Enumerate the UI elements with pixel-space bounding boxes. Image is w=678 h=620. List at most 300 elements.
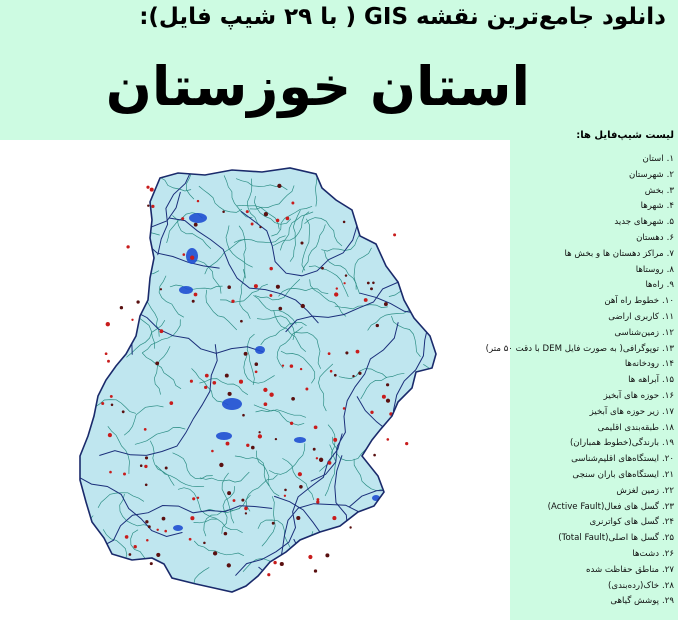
shapefile-item-number: ۲۹. (662, 596, 674, 607)
shapefile-item-number: ۱۸. (662, 422, 674, 433)
shapefile-item-label: رودخانه‌ها (624, 359, 660, 370)
shapefile-list-item (512, 547, 674, 563)
settlement-point (334, 374, 337, 377)
shapefile-item-label: کاربری اراضی (608, 311, 660, 322)
settlement-point (373, 454, 376, 457)
shapefile-list-item (512, 468, 674, 484)
settlement-point (277, 184, 281, 188)
river-line (44, 547, 87, 577)
settlement-point (164, 530, 167, 533)
river-line (349, 563, 391, 587)
settlement-point (192, 497, 195, 500)
river-line (401, 148, 430, 188)
river-line (404, 239, 420, 279)
shapefile-item-label: بارندگی(خطوط همباران) (569, 438, 660, 449)
settlement-point (251, 446, 255, 450)
settlement-point (328, 352, 331, 355)
settlement-point (183, 253, 186, 256)
shapefile-item-label: گسل های فعال(Active Fault) (547, 501, 660, 512)
water-body (189, 213, 207, 223)
shapefile-list-item (512, 579, 674, 595)
settlement-point (382, 395, 386, 399)
shapefile-item-number: ۲۷. (662, 564, 674, 575)
shapefile-list-item (512, 152, 674, 168)
shapefile-list-item (512, 215, 674, 231)
river-line (338, 566, 375, 600)
settlement-point (269, 267, 272, 270)
settlement-point (212, 381, 216, 385)
settlement-point (203, 542, 206, 545)
settlement-point (231, 300, 234, 303)
settlement-point (321, 267, 324, 270)
river-line (426, 440, 456, 481)
shapefile-list-item (512, 373, 674, 389)
settlement-point (301, 304, 305, 308)
settlement-point (358, 372, 361, 375)
settlement-point (233, 499, 236, 502)
river-line (400, 161, 420, 209)
shapefile-item-label: راه‌ها (645, 280, 664, 291)
river-line (376, 548, 427, 559)
settlement-point (110, 395, 113, 398)
river-line (404, 413, 447, 443)
settlement-point (275, 438, 277, 440)
river-line (311, 532, 350, 552)
settlement-point (269, 393, 273, 397)
settlement-point (276, 219, 280, 223)
river-line (419, 541, 448, 585)
settlement-point (150, 188, 154, 192)
shapefile-item-label: زمین لغزش (616, 485, 660, 496)
river-line (131, 250, 150, 297)
shapefile-list-item (512, 357, 674, 373)
river-line (378, 188, 425, 200)
river-line (113, 156, 125, 206)
map-panel (0, 140, 510, 620)
settlement-point (205, 374, 209, 378)
shapefile-list-item (512, 405, 674, 421)
shapefile-item-number: ۱۱. (662, 311, 674, 322)
shapefile-list-item (512, 168, 674, 184)
settlement-point (284, 489, 287, 492)
settlement-point (254, 284, 258, 288)
settlement-point (290, 422, 293, 425)
shapefile-item-label: طبقه‌بندی اقلیمی (597, 422, 660, 433)
settlement-point (291, 397, 295, 401)
settlement-point (244, 507, 248, 511)
settlement-point (272, 522, 275, 525)
shapefile-list-item (512, 421, 674, 437)
settlement-point (325, 553, 329, 557)
settlement-point (370, 287, 373, 290)
settlement-point (314, 425, 318, 429)
road-line (259, 567, 389, 620)
settlement-point (109, 471, 112, 474)
settlement-point (316, 457, 318, 459)
shapefile-list-item (512, 310, 674, 326)
settlement-point (144, 428, 147, 431)
settlement-point (111, 404, 114, 407)
settlement-point (194, 293, 198, 297)
shapefile-list-item (512, 326, 674, 342)
shapefile-item-number: ۸. (666, 264, 674, 275)
settlement-point (219, 463, 223, 467)
shapefile-list-panel (485, 130, 678, 620)
shapefile-item-label: ایستگاه‌های باران سنجی (572, 469, 660, 480)
water-body (173, 525, 183, 531)
river-line (122, 236, 142, 281)
shapefile-item-label: حوزه های آبخیز (603, 390, 660, 401)
settlement-point (278, 307, 282, 311)
settlement-point (308, 555, 312, 559)
settlement-point (386, 438, 389, 441)
shapefile-item-label: ایستگاه‌های اقلیم‌شناسی (571, 454, 660, 465)
river-line (57, 317, 103, 331)
settlement-point (356, 350, 360, 354)
shapefile-item-label: شهرهای جدید (614, 217, 664, 228)
river-line (319, 556, 353, 595)
settlement-point (190, 256, 194, 260)
settlement-point (190, 516, 194, 520)
settlement-point (244, 352, 248, 356)
river-line (399, 425, 417, 474)
settlement-point (299, 485, 303, 489)
settlement-point (332, 516, 336, 520)
settlement-point (284, 495, 286, 497)
shapefile-item-label: آبراهه ها (628, 375, 660, 386)
shapefile-item-number: ۱۰. (662, 296, 674, 307)
shapefile-item-number: ۱۶. (662, 390, 674, 401)
settlement-point (134, 545, 137, 548)
settlement-point (269, 294, 272, 297)
settlement-point (126, 245, 129, 248)
settlement-point (255, 370, 258, 373)
shapefile-item-number: ۱۷. (662, 406, 674, 417)
river-line (369, 176, 413, 198)
settlement-point (240, 320, 243, 323)
shapefile-item-number: ۱. (666, 154, 674, 164)
settlement-point (333, 438, 337, 442)
shapefile-item-label: مناطق حفاظت شده (585, 564, 660, 575)
settlement-point (282, 364, 284, 366)
settlement-point (239, 380, 243, 384)
settlement-point (367, 282, 370, 285)
settlement-point (280, 562, 284, 566)
settlement-point (225, 374, 229, 378)
settlement-point (181, 217, 184, 220)
water-body (222, 398, 242, 410)
settlement-point (140, 464, 143, 467)
river-line (416, 378, 468, 387)
river-line (419, 404, 443, 442)
shapefile-item-number: ۲۶. (662, 548, 674, 559)
river-line (79, 516, 93, 565)
shapefile-item-number: ۲۲. (662, 485, 674, 496)
settlement-point (155, 362, 159, 366)
settlement-point (376, 324, 379, 327)
settlement-point (122, 410, 125, 413)
shapefile-item-number: ۱۴. (662, 359, 674, 370)
shapefile-item-number: ۳. (666, 185, 674, 196)
settlement-point (352, 375, 354, 377)
shapefile-list-item (512, 484, 674, 500)
settlement-point (150, 562, 153, 565)
settlement-point (263, 388, 267, 392)
settlement-point (314, 569, 317, 572)
settlement-point (258, 434, 262, 438)
settlement-point (330, 370, 333, 373)
settlement-point (160, 329, 164, 333)
river-line (424, 364, 457, 403)
shapefile-list-item (512, 452, 674, 468)
settlement-point (343, 282, 345, 284)
settlement-point (106, 322, 110, 326)
settlement-point (343, 221, 346, 224)
river-line (382, 505, 424, 534)
settlement-point (190, 380, 193, 383)
settlement-point (298, 472, 302, 476)
settlement-point (264, 402, 268, 406)
shapefile-item-number: ۵. (666, 217, 674, 228)
settlement-point (162, 517, 166, 521)
settlement-point (345, 351, 348, 354)
shapefile-item-label: شهرها (640, 201, 664, 212)
settlement-point (129, 553, 132, 556)
shapefile-item-label: زمین‌شناسی (614, 327, 660, 338)
shapefile-list-item (512, 294, 674, 310)
settlement-point (276, 285, 280, 289)
settlement-point (136, 300, 139, 303)
settlement-point (343, 407, 346, 410)
river-line (307, 560, 348, 587)
shapefile-item-label: خاک(رده‌بندی) (608, 580, 660, 591)
settlement-point (405, 442, 408, 445)
settlement-point (386, 399, 390, 403)
shapefile-item-label: بخش (644, 185, 664, 196)
settlement-point (160, 288, 162, 290)
settlement-point (156, 553, 160, 557)
shapefile-item-number: ۱۳. (662, 343, 674, 354)
river-line (382, 489, 399, 537)
shapefile-list-item (512, 231, 674, 247)
settlement-point (255, 362, 259, 366)
shapefile-list-item (512, 436, 674, 452)
settlement-point (273, 561, 276, 564)
settlement-point (227, 285, 231, 289)
settlement-point (319, 458, 323, 462)
settlement-point (169, 401, 173, 405)
settlement-point (105, 352, 108, 355)
shapefile-list-item (512, 199, 674, 215)
shapefile-item-label: دشت‌ها (632, 548, 660, 559)
settlement-point (384, 302, 388, 306)
header-banner (0, 0, 678, 140)
road-line (58, 225, 131, 377)
settlement-point (108, 433, 112, 437)
settlement-point (241, 499, 244, 502)
shapefile-list-item (512, 515, 674, 531)
settlement-point (197, 497, 199, 499)
shapefile-item-label: شهرستان (629, 169, 664, 180)
river-line (81, 295, 126, 308)
settlement-point (286, 217, 290, 221)
settlement-point (226, 442, 230, 446)
shapefile-item-number: ۲۸. (662, 580, 674, 591)
road-line (294, 539, 373, 620)
shapefile-list-title: لیست شیپ‌فایل ها: (576, 130, 674, 141)
settlement-point (228, 392, 232, 396)
settlement-point (305, 388, 308, 391)
water-body (255, 346, 265, 354)
river-line (423, 297, 461, 326)
settlement-point (145, 456, 148, 459)
settlement-point (148, 525, 151, 528)
settlement-point (370, 411, 373, 414)
settlement-point (125, 535, 129, 539)
shapefile-item-number: ۱۹. (662, 438, 674, 449)
river-line (124, 189, 138, 231)
shapefile-list-item (512, 263, 674, 279)
river-line (398, 250, 451, 256)
settlement-point (300, 368, 302, 370)
river-line (129, 242, 141, 289)
shapefile-item-label: توپوگرافی( به صورت فایل DEM با دقت ۵۰ متر) (485, 343, 660, 354)
river-line (418, 480, 461, 502)
province-map (0, 140, 510, 620)
settlement-point (300, 241, 303, 244)
settlement-point (246, 444, 249, 447)
settlement-point (151, 205, 154, 208)
settlement-point (145, 520, 148, 523)
river-line (75, 375, 85, 422)
shapefile-item-label: پوشش گیاهی (610, 596, 660, 607)
settlement-point (131, 319, 133, 321)
shapefile-item-number: ۲۵. (662, 533, 674, 544)
settlement-point (120, 306, 123, 309)
shapefile-item-number: ۹. (666, 280, 674, 291)
shapefile-item-label: گسل ها اصلی(Total Fault) (558, 533, 660, 544)
settlement-point (242, 414, 245, 417)
shapefile-item-label: روستاها (635, 264, 664, 275)
download-title: دانلود جامع‌ترین نقشه GIS ( با ۲۹ شیپ فایل): (139, 4, 666, 30)
shapefile-item-number: ۱۲. (662, 327, 674, 338)
shapefile-item-number: ۶. (666, 232, 674, 243)
settlement-point (156, 529, 158, 531)
settlement-point (313, 448, 316, 451)
settlement-point (393, 233, 396, 236)
shapefile-item-label: دهستان (636, 232, 664, 243)
settlement-point (192, 300, 195, 303)
settlement-point (213, 551, 217, 555)
settlement-point (328, 461, 332, 465)
river-line (421, 248, 473, 252)
shapefile-list-item (512, 389, 674, 405)
settlement-point (334, 292, 338, 296)
shapefile-item-label: استان (642, 154, 664, 164)
shapefile-list-item (512, 594, 674, 610)
river-line (66, 216, 99, 254)
river-line (398, 483, 442, 505)
settlement-point (291, 202, 294, 205)
river-line (369, 157, 405, 196)
water-body (294, 437, 306, 443)
settlement-point (204, 386, 207, 389)
shapefile-list-item (485, 342, 674, 358)
shapefile-item-number: ۲۴. (662, 517, 674, 528)
settlement-point (107, 360, 110, 363)
river-line (413, 257, 437, 299)
settlement-point (189, 538, 192, 541)
settlement-point (222, 211, 225, 214)
river-line (68, 276, 104, 297)
settlement-point (145, 483, 148, 486)
shapefile-item-label: مراکز دهستان ها و بخش ها (564, 248, 664, 259)
river-line (131, 202, 151, 249)
settlement-point (146, 186, 149, 189)
settlement-point (246, 210, 249, 213)
shapefile-item-label: زیر حوزه های آبخیز (589, 406, 660, 417)
shapefile-item-number: ۴. (666, 201, 674, 212)
settlement-point (197, 200, 199, 202)
settlement-point (349, 526, 351, 528)
settlement-point (227, 491, 231, 495)
settlement-point (386, 383, 389, 386)
shapefile-list-item (512, 563, 674, 579)
settlement-point (227, 563, 231, 567)
shapefile-list-item (512, 278, 674, 294)
shapefile-item-number: ۲۱. (662, 469, 674, 480)
settlement-point (316, 500, 319, 503)
settlement-point (259, 226, 261, 228)
water-body (179, 286, 193, 294)
shapefile-list-item (512, 500, 674, 516)
settlement-point (251, 223, 254, 226)
shapefile-item-label: گسل های کواترنری (589, 517, 660, 528)
settlement-point (364, 298, 368, 302)
river-line (46, 275, 85, 304)
settlement-point (296, 516, 300, 520)
settlement-point (146, 539, 149, 542)
settlement-point (264, 212, 268, 216)
settlement-point (211, 450, 214, 453)
shapefile-item-number: ۲۰. (662, 454, 674, 465)
shapefile-list (485, 152, 674, 610)
settlement-point (144, 465, 147, 468)
settlement-point (345, 274, 347, 276)
river-line (108, 148, 137, 180)
shapefile-item-number: ۱۵. (662, 375, 674, 386)
settlement-point (290, 364, 294, 368)
shapefile-item-label: خطوط راه آهن (604, 296, 660, 307)
water-body (216, 432, 232, 440)
settlement-point (372, 282, 375, 285)
settlement-point (224, 532, 228, 536)
shapefile-item-number: ۲. (666, 169, 674, 180)
settlement-point (245, 512, 247, 514)
settlement-point (258, 431, 260, 433)
settlement-point (123, 473, 126, 476)
shapefile-list-item (512, 247, 674, 263)
settlement-point (165, 467, 168, 470)
shapefile-list-item (512, 184, 674, 200)
settlement-point (147, 205, 149, 207)
shapefile-list-item (512, 531, 674, 547)
shapefile-item-number: ۷. (666, 248, 674, 259)
settlement-point (267, 573, 270, 576)
settlement-point (336, 287, 338, 289)
shapefile-item-number: ۲۳. (662, 501, 674, 512)
settlement-point (101, 402, 104, 405)
